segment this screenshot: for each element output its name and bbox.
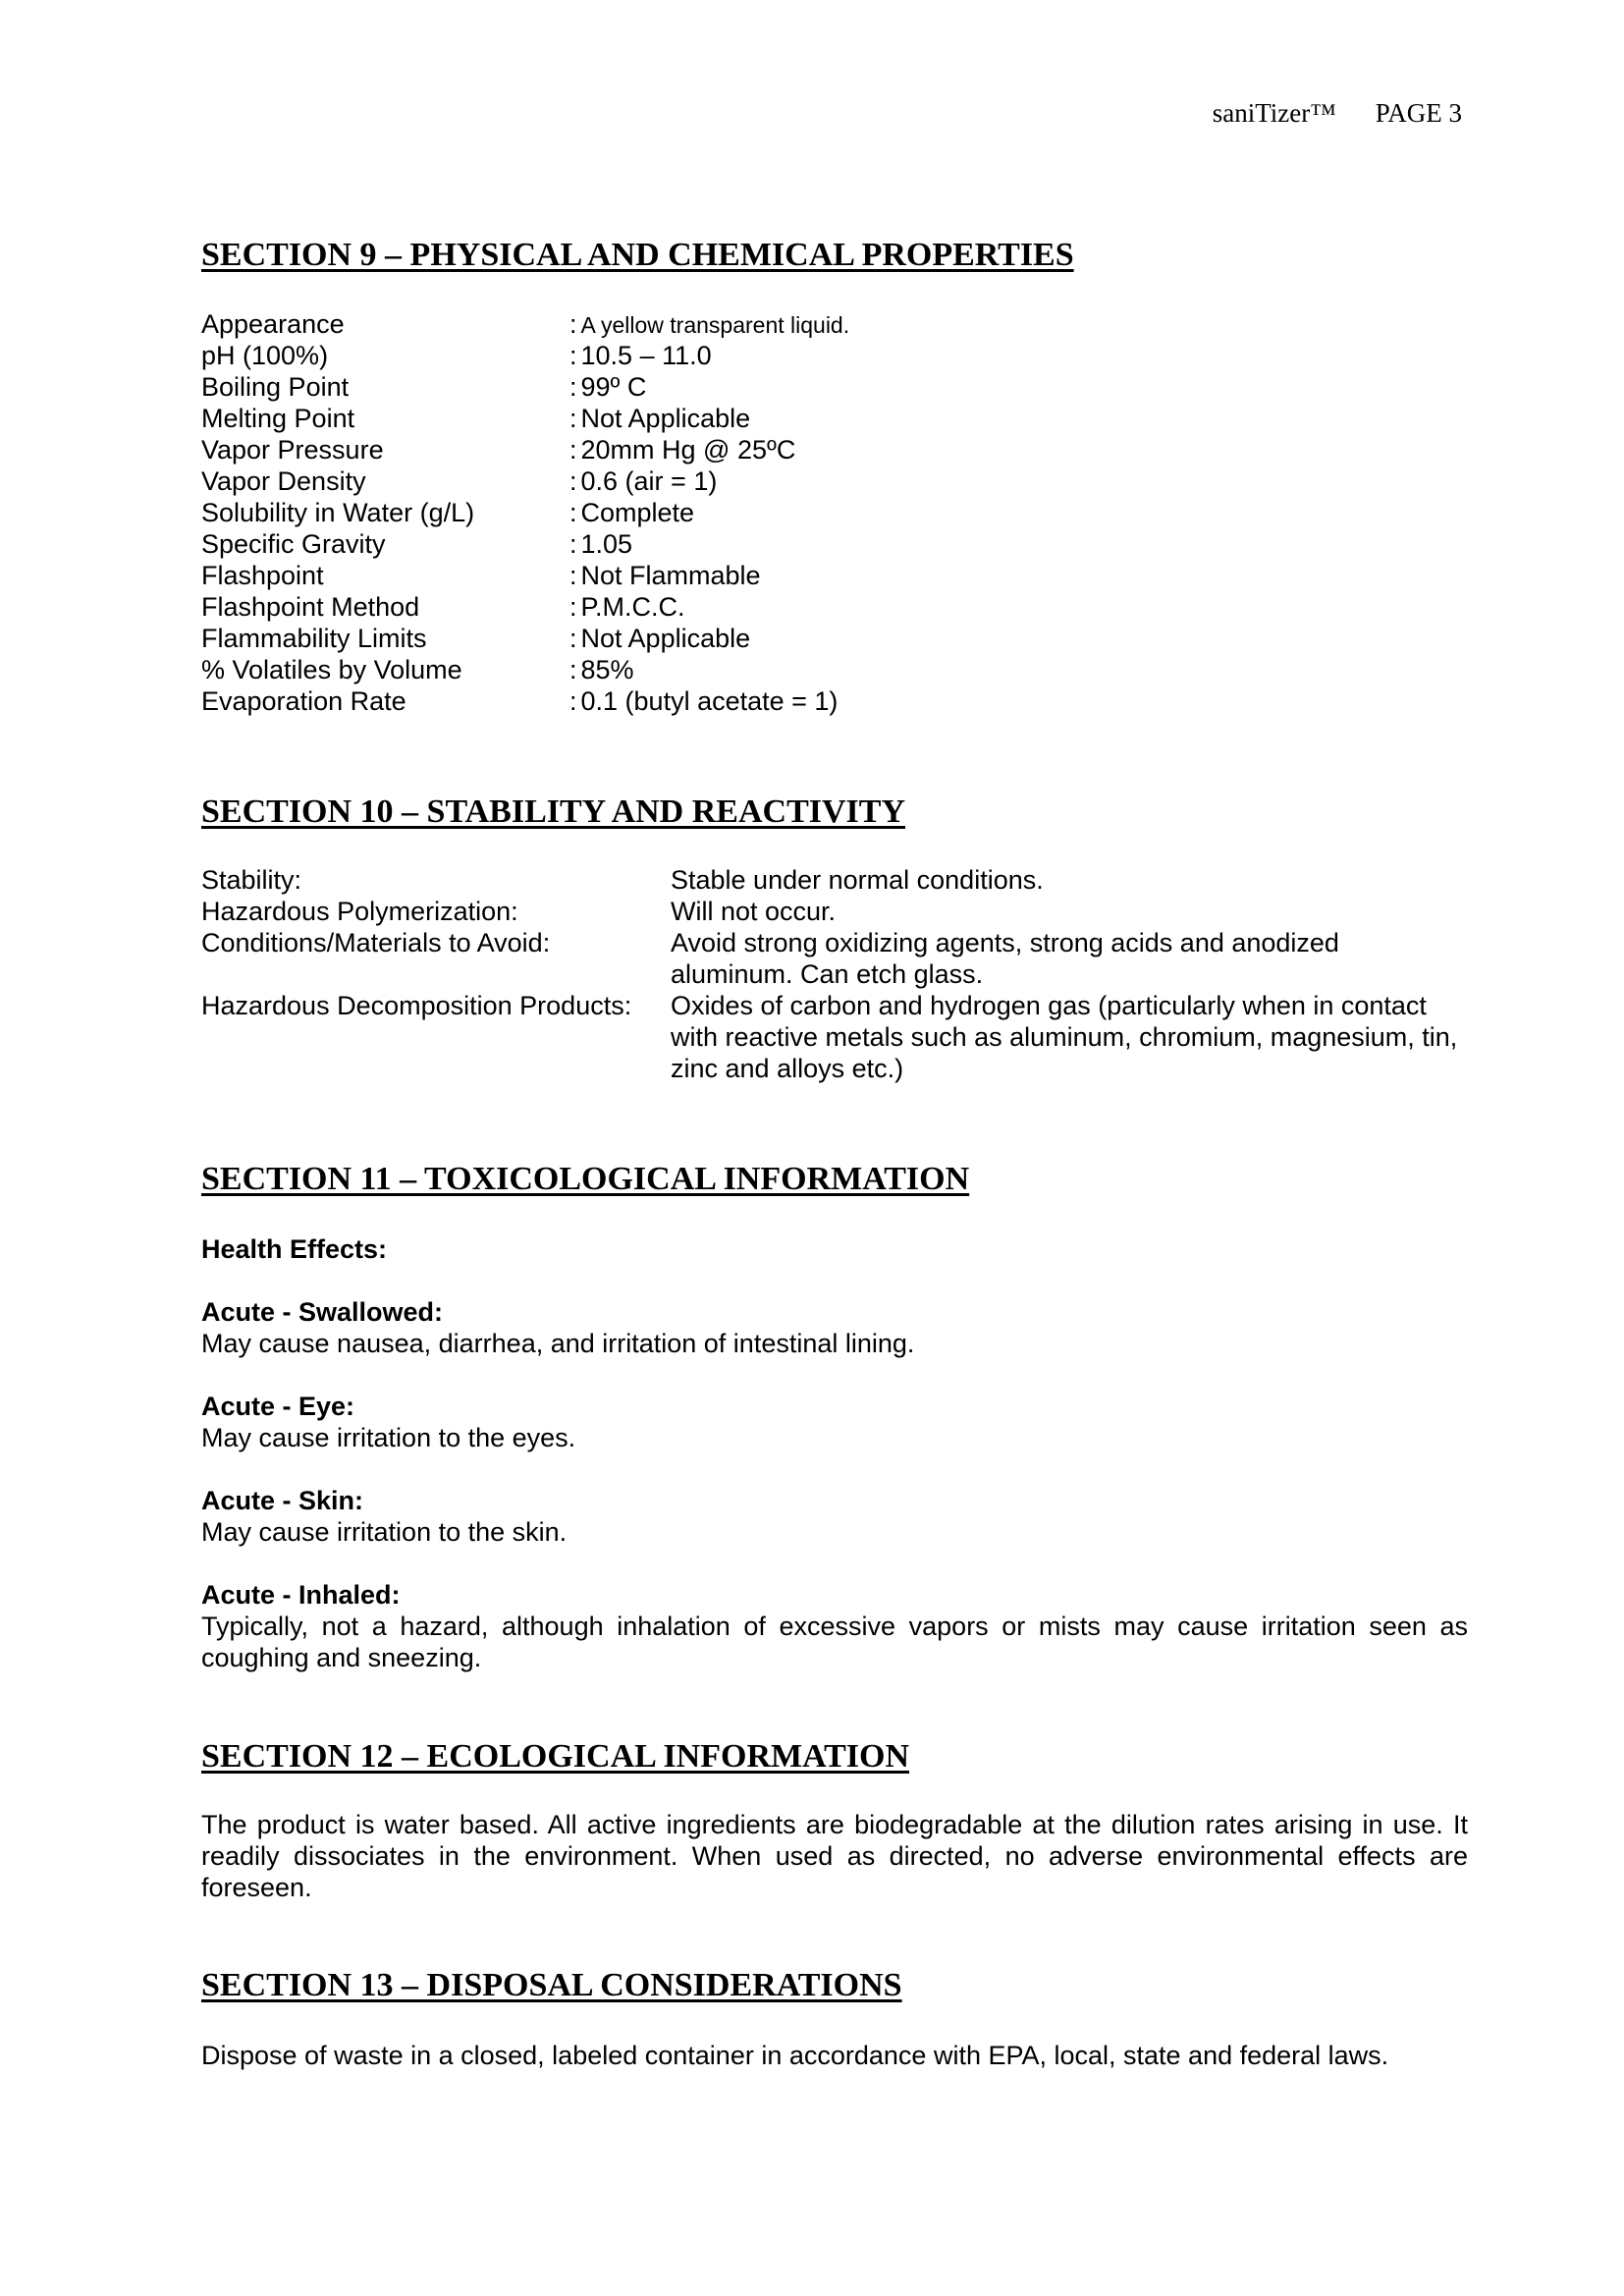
property-row <box>201 403 849 434</box>
ecological-text: The product is water based. All active ingredients are biodegradable at the dilution rates arising in use. It readily dissociates in the environment. When used as directed, no adverse environmental effects are foreseen. <box>201 1810 1468 1902</box>
property-label: Melting Point <box>201 404 355 433</box>
property-row <box>201 654 849 685</box>
property-row <box>201 685 849 717</box>
property-value: : Complete <box>569 498 695 527</box>
property-label: Vapor Density <box>201 466 366 496</box>
property-row <box>201 623 849 654</box>
property-row <box>201 465 849 497</box>
stability-value: Avoid strong oxidizing agents, strong acids and anodized aluminum. Can etch glass. <box>671 928 1339 989</box>
section-9-title: SECTION 9 – PHYSICAL AND CHEMICAL PROPERTIES <box>201 237 1074 273</box>
acute-inhaled-text: Typically, not a hazard, although inhalation of excessive vapors or mists may cause irritation seen as coughing and sneezing. <box>201 1612 1468 1672</box>
stability-list <box>201 864 1468 1084</box>
property-value: : 10.5 – 11.0 <box>569 341 712 370</box>
property-row <box>201 340 849 371</box>
property-label: Specific Gravity <box>201 529 386 559</box>
acute-eye-heading: Acute - Eye: <box>201 1392 355 1421</box>
stability-row <box>201 990 1468 1084</box>
property-label: Vapor Pressure <box>201 435 384 465</box>
stability-value: Stable under normal conditions. <box>671 865 1044 895</box>
stability-label: Hazardous Decomposition Products: <box>201 991 632 1020</box>
physical-properties-list <box>201 308 849 717</box>
property-row <box>201 528 849 560</box>
property-label: Flammability Limits <box>201 624 427 653</box>
property-value: : Not Flammable <box>569 561 761 590</box>
property-row <box>201 371 849 403</box>
acute-swallowed-text: May cause nausea, diarrhea, and irritation of intestinal lining. <box>201 1329 915 1358</box>
property-value: : 99º C <box>569 372 647 402</box>
acute-inhaled-block <box>201 1579 1468 1673</box>
section-12-title: SECTION 12 – ECOLOGICAL INFORMATION <box>201 1738 910 1775</box>
property-value: : Not Applicable <box>569 404 751 433</box>
acute-skin-block <box>201 1485 1468 1548</box>
section-11-title: SECTION 11 – TOXICOLOGICAL INFORMATION <box>201 1161 970 1197</box>
property-row <box>201 497 849 528</box>
property-value: : 0.6 (air = 1) <box>569 466 718 496</box>
acute-swallowed-block <box>201 1296 1468 1359</box>
property-value: : 0.1 (butyl acetate = 1) <box>569 686 839 716</box>
stability-label: Stability: <box>201 865 302 895</box>
acute-skin-heading: Acute - Skin: <box>201 1486 364 1515</box>
property-label: Appearance <box>201 309 345 339</box>
property-label: Flashpoint Method <box>201 592 420 622</box>
property-value: : Not Applicable <box>569 624 751 653</box>
health-effects-heading: Health Effects: <box>201 1234 388 1264</box>
acute-eye-text: May cause irritation to the eyes. <box>201 1423 576 1452</box>
disposal-text: Dispose of waste in a closed, labeled container in accordance with EPA, local, state and federal laws. <box>201 2041 1389 2070</box>
page-header <box>1213 98 1462 129</box>
property-row <box>201 308 849 340</box>
property-value: : 1.05 <box>569 529 633 559</box>
property-row <box>201 591 849 623</box>
acute-eye-block <box>201 1391 1468 1453</box>
stability-label: Hazardous Polymerization: <box>201 897 518 926</box>
stability-row <box>201 864 1468 896</box>
stability-label: Conditions/Materials to Avoid: <box>201 928 551 957</box>
property-label: Solubility in Water (g/L) <box>201 498 475 527</box>
property-value: : 20mm Hg @ 25ºC <box>569 435 796 465</box>
acute-skin-text: May cause irritation to the skin. <box>201 1517 568 1547</box>
property-value: : 85% <box>569 655 634 684</box>
stability-value: Will not occur. <box>671 897 837 926</box>
section-10-title: SECTION 10 – STABILITY AND REACTIVITY <box>201 793 906 830</box>
page-number: PAGE 3 <box>1375 98 1462 128</box>
property-label: Evaporation Rate <box>201 686 406 716</box>
stability-value: Oxides of carbon and hydrogen gas (particularly when in contact with reactive metals such as aluminum, chromium, magnesium, tin, zinc and alloys etc.) <box>671 991 1458 1083</box>
property-label: pH (100%) <box>201 341 329 370</box>
property-label: Boiling Point <box>201 372 350 402</box>
property-row <box>201 434 849 465</box>
acute-swallowed-heading: Acute - Swallowed: <box>201 1297 444 1327</box>
property-value: : P.M.C.C. <box>569 592 685 622</box>
acute-inhaled-heading: Acute - Inhaled: <box>201 1580 401 1610</box>
property-label: Flashpoint <box>201 561 324 590</box>
product-name: saniTizer™ <box>1212 98 1336 128</box>
section-13-title: SECTION 13 – DISPOSAL CONSIDERATIONS <box>201 1967 902 2003</box>
property-value: : A yellow transparent liquid. <box>569 309 850 339</box>
property-label: % Volatiles by Volume <box>201 655 462 684</box>
property-row <box>201 560 849 591</box>
stability-row <box>201 896 1468 927</box>
stability-row <box>201 927 1468 990</box>
